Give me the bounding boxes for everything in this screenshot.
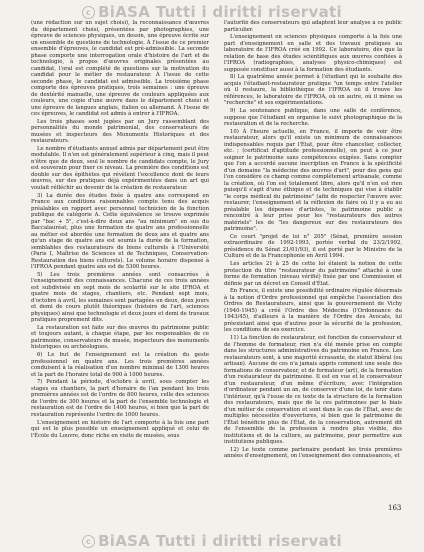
paragraph: Les trois phases sont jugées par un Jury rassemblant des personnalités du monde patrimonial, des conservateurs de musées et inspecteurs des Monuments Historiques et des restaurateurs. [31,118,209,145]
copyright-icon: c [82,535,95,548]
paragraph: (une rédaction sur un sujet choisi), la reconnaissance d'œuvres du département choisi, présentées par photographies, une épreuve de sciences physiques, un dessin, une épreuve écrite sur un ensemble de questions de technologie. À l'issue de ce premier ensemble d'épreuves, le candidat est pré-admissible. La seconde phase comporte une interrogation orale d'histoire de l'art et de technologie, à propos d'œuvres originales présentées au candidat, l'oral est complété de questions sur la motivation du candidat pour le métier de restaurateur. À l'issue de cette seconde phase, le candidat est admissible. La troisième phase comporte des épreuves pratiques, trois semaines : une épreuve de dextérité manuelle, une épreuve de couleurs appliquées aux couleurs, une copie d'une œuvre dans le département choisi et une épreuve de langues anglais, italien ou allemand. À l'issue de ces épreuves, le candidat est admis à entrer à l'IFROA. [31,20,209,117]
watermark-text: BiASA Tutti i diritti riservati [98,532,342,550]
paragraph: Ce court "projet de loi n° 205" (Sénat, première session extraordinaire de 1992-1993, portée verbal du 23/2/1992, présidence du Sénat 21/01/93), il est porté par le Ministre de la Culture et de la Francophonie en Avril 1994. [224,233,402,260]
paragraph: l'autorité des conservateurs qui adaptent leur analyse à ce public particulier. [224,20,402,33]
paragraph: 8) La quatrième année permet à l'étudiant qui le souhaite des acquis l'étudiant-restaurateur pratique "un temps entre l'atelier où il restaure, la bibliothèque de l'IFROA où il trouve les références, le laboratoire de l'IFROA, où un autre, où il mène sa "recherche" et ses expérimentations. [224,74,402,107]
paragraph: En France, il existe une possibilité ordinaire régulée désormais à la notion d'Ordre professionnel qui empêche l'association des Ordres de Restaurateurs, ainsi que la gouvernement de Vichy (1940-1945) a créé l'Ordre des Médecins (l'Ordonnance du 1943/45), d'ailleurs à la manière de l'Ordre des Avocats, lui préexistant ainsi que d'autres pour la sécurité de la profession, les conditions de ses exercice. [224,288,402,334]
paragraph: 7) Pendant la période, d'octobre à avril, sous compter les stages ou chantiers, la part d'horaire de l'an pendant les trois premières années est de l'ordre de 800 heures, celle des sciences de l'ordre de 300 heures et la part de l'ensemble technologie et restauration est de l'ordre de 1400 heures, si bien que la part de restauration représente l'ordre de 1000 heures. [31,379,209,418]
paragraph: 10) À l'heure actuelle, en France, il importe de voir être restaurateur, alors qu'il existe un minimum de connaissances indispensables requis par l'État, pour être chancelier, collecter, etc. ; (certificat d'aptitude professionnelle), on peut à ce jour soigner le patrimoine sans compétences exigées. Sans compter que l'on a accordé aucune inscription en France à la spécificité d'un domaine "la médecine des œuvres d'art", pour des gens qui l'on considère ce champ comme complètement artisanale, comme la création, où l'on est totalement libre, alors qu'il n'en est rien puisqu'il s'agit d'une éthique et de techniques qui vise à établir "le corps médical du patrimoine" (afin de respecter l'œuvre avec restaurer, l'enseignement et la réflexion de faire où il y a eu au préalable les dépenses d'artistes, le patrimoine public a rencontré à leur prise pour les "restaurateurs des autres matériels" les de "les dangereux sur des restaurateurs des patrimoine". [224,128,402,233]
page-number: 163 [388,504,402,512]
paragraph: 9) La soutenance publique, dans une salle de conférence, suppose que l'étudiant en organise le suivi photographique de la restauration et de la recherche. [224,108,402,128]
right-column [224,20,402,520]
paragraph: La restauration est faite sur des œuvres du patrimoine public et toujours autant, à chaque étape, par les responsables de ce patrimoine, conservateurs de musée, inspecteurs des monuments historiques ou archéologues. [31,324,209,351]
paragraph: 12) Le texte comme partenaire pendant les trois premières années d'enseignement, on l'enseignement des connaissances, et [224,446,402,460]
watermark-bottom [0,532,424,550]
paragraph: 5) Les trois premières années sont consacrées à l'enseignement des connaissances. Chacune de ces trois années est subdivisée en sept mois de scolarité sur le site IFROA et quatre mois de stages, chantiers, etc. Pendant sept mois, d'octobre à avril, les semaines sont partagées en deux, deux jours et demi de cours plutôt théoriques (histoire de l'art, sciences physiques) ainsi que technologie et deux jours et demi de travaux pratiques proprement dits. [31,271,209,324]
watermark-top [0,3,424,21]
left-column [31,20,209,520]
paragraph: L'enseignement en sciences physiques comporte à la fois une part d'enseignement en salle et des travaux pratiques au laboratoire de l'IFROA créé en 1992. Ce laboratoire, dès que la relation de base des études scientifiques aux œuvres confiées à l'IFROA (radiographies, analyses physico-chimiques) est supposée constituer aussi à la formation des étudiants. [224,34,402,73]
paragraph: L'enseignement en histoire de l'art comporte à la fois une part qui est le plus possible un enseignement appliqué et celui de l'École du Louvre, donc riche en visite de musées, sous [31,419,209,439]
paragraph: 11) La fonction de restaurateur, est fonction de conservateur et de l'homme de formateur, rien n'a été menée prise en compte dans les structures administratives du patrimoine en France. Les restaurateurs sont, à une majorité écrasante, de statut libéral (ou artisan). Aucune de ces n'a jamais appris comment une seule des formations de conservateur, et de formateur (art), de la formation d'un restaurateur du patrimoine. Il est en vue et le conservateur d'un restaurateur, d'un même d'écriture, avec l'intégration d'ordinateur pendant un an, de conserver d'une loi, de tenir dans l'intérieur, qu'à l'issue de ce texte de la structure de la formation des restaurateurs, mais que de la ces patrimoines par le biais d'un métier de conservation et sont dans le cas de l'État, avec de multiples nécessités d'ouvertures, si bien que le patrimoine de l'État bénéficie plus de l'État, de la conservation, autrement dit de l'ensemble de la profession à rendre plus visible, des institutions et de la culture, au patrimoine, pour permettre aux institutions publiques. [224,335,402,445]
copyright-icon: c [82,6,95,19]
paragraph: Le nombre d'étudiants annuel admis par département peut être modulable. Il n'en est généralement supérieur à cinq, mais il peut n'être que de deux, seul le nombre de candidats compte, le Jury est souverain pour fixer ce niveau. La première des conditions est double sur des épithètes qui révèlent l'excellence dont de leurs œuvres, sur des pratiques déjà expérimentées dans un art qui voulait réfléchir au devenir de la création de restaurateur. [31,145,209,191]
paragraph: 6) Le but de l'enseignement est la création du geste professionnel en quatre ans. Les trois premières années conduisent à la réalisation d'un nombre minimal de 1300 heures et la part de l'horaire total de 900 à 1000 heures. [31,352,209,378]
paragraph: Les articles 21 à 25 de cette loi étaient la notion de cette protection du titre "restaurateur du patrimoine" attaché à une forme de formation (niveau vérifié) fixée par une Commission et définie par un décret en Conseil d'État. [224,261,402,287]
watermark-text: BiASA Tutti i diritti riservati [98,3,342,21]
paragraph: 3) La durée des études fixée à quatre ans correspond en France aux conditions raisonnables compte tenu des acquis préalables en rapport avec personnel technicien de la fonction publique de catégorie A. Cette équivalence se trouve exprimée par "bac + 5", c'est-à-dire deux ans "au minimum" en sus du Baccalauréat, plus une formation de quatre ans professionnelle au métier est abordée une formation de deux ans et quatre ans qu'un stage de quatre ans est soumis la durée de la formation, semblables des restaurateurs de biens culturels à l'Université (Paris I, Maîtrise de Sciences et de Techniques, Conservation-Restauration des biens culturels). Le volume horaire dispensé à l'IFROA pendant quatre ans est de 5300 heures. [31,192,209,271]
